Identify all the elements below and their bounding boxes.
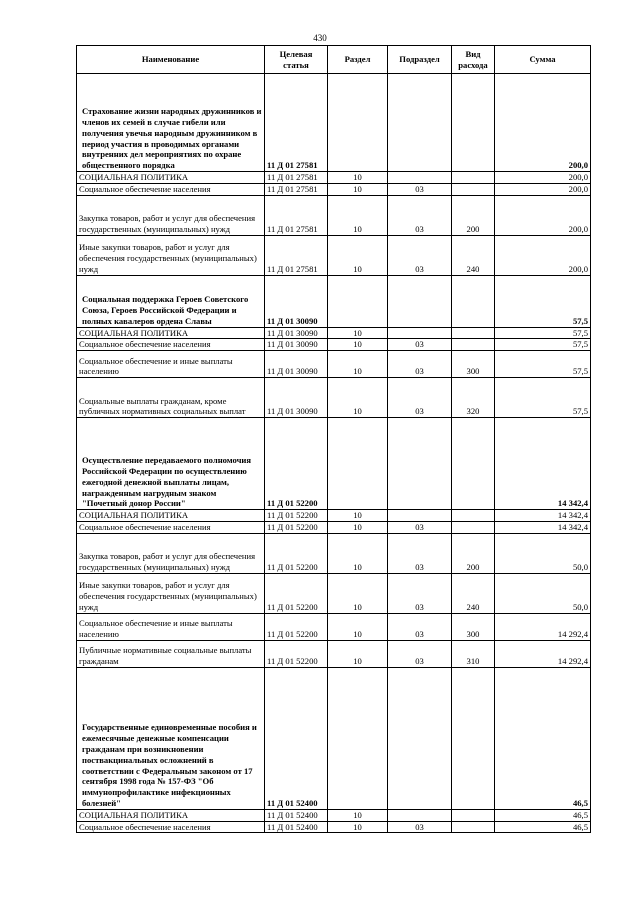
cell-target: 11 Д 01 27581 — [265, 183, 328, 195]
cell-target: 11 Д 01 27581 — [265, 195, 328, 235]
table-row — [77, 327, 591, 339]
cell-target: 11 Д 01 52400 — [265, 821, 328, 833]
cell-subsection — [388, 418, 452, 510]
table-row — [77, 351, 591, 378]
table-header-row — [77, 46, 591, 74]
cell-subsection — [388, 275, 452, 327]
cell-subsection: 03 — [388, 533, 452, 573]
cell-subsection: 03 — [388, 183, 452, 195]
cell-target: 11 Д 01 30090 — [265, 339, 328, 351]
table-row — [77, 172, 591, 184]
cell-section: 10 — [328, 183, 388, 195]
table-row — [77, 640, 591, 667]
cell-subsection: 03 — [388, 339, 452, 351]
cell-target: 11 Д 01 30090 — [265, 327, 328, 339]
cell-subsection — [388, 809, 452, 821]
cell-expense-type: 320 — [452, 378, 495, 418]
cell-expense-type — [452, 183, 495, 195]
cell-subsection: 03 — [388, 613, 452, 640]
cell-name: Осуществление передаваемого полномочия Российской Федерации по осуществлению ежегодной денежной выплаты лицам, награжденным нагрудным знаком "Почетный донор России" — [77, 418, 265, 510]
cell-subsection: 03 — [388, 521, 452, 533]
cell-subsection: 03 — [388, 821, 452, 833]
cell-sum: 14 292,4 — [495, 613, 591, 640]
table-row — [77, 809, 591, 821]
table-row — [77, 510, 591, 522]
cell-section: 10 — [328, 378, 388, 418]
cell-name: СОЦИАЛЬНАЯ ПОЛИТИКА — [77, 327, 265, 339]
cell-sum: 57,5 — [495, 275, 591, 327]
cell-name: Социальное обеспечение населения — [77, 339, 265, 351]
cell-name: Социальная поддержка Героев Советского Союза, Героев Российской Федерации и полных кавалеров ордена Славы — [77, 275, 265, 327]
header-sum: Сумма — [495, 46, 591, 74]
cell-expense-type — [452, 667, 495, 809]
cell-section: 10 — [328, 533, 388, 573]
table-row — [77, 339, 591, 351]
cell-sum: 14 292,4 — [495, 640, 591, 667]
cell-section — [328, 275, 388, 327]
cell-target: 11 Д 01 27581 — [265, 235, 328, 275]
cell-expense-type — [452, 418, 495, 510]
cell-target: 11 Д 01 52200 — [265, 640, 328, 667]
cell-section: 10 — [328, 235, 388, 275]
cell-sum: 14 342,4 — [495, 418, 591, 510]
cell-sum: 200,0 — [495, 172, 591, 184]
cell-expense-type: 300 — [452, 351, 495, 378]
table-row — [77, 418, 591, 510]
cell-section: 10 — [328, 510, 388, 522]
table-row — [77, 613, 591, 640]
cell-subsection — [388, 667, 452, 809]
cell-expense-type — [452, 172, 495, 184]
cell-name: Иные закупки товаров, работ и услуг для обеспечения государственных (муниципальных) нужд — [77, 573, 265, 613]
table-row — [77, 74, 591, 172]
cell-section: 10 — [328, 613, 388, 640]
cell-name: Закупка товаров, работ и услуг для обеспечения государственных (муниципальных) нужд — [77, 195, 265, 235]
cell-sum: 57,5 — [495, 351, 591, 378]
cell-section — [328, 667, 388, 809]
cell-section: 10 — [328, 327, 388, 339]
cell-section: 10 — [328, 573, 388, 613]
cell-name: Социальное обеспечение и иные выплаты населению — [77, 351, 265, 378]
header-subsection: Подраздел — [388, 46, 452, 74]
cell-section: 10 — [328, 339, 388, 351]
table-row — [77, 667, 591, 809]
cell-target: 11 Д 01 52200 — [265, 533, 328, 573]
cell-sum: 200,0 — [495, 195, 591, 235]
cell-target: 11 Д 01 52200 — [265, 418, 328, 510]
cell-target: 11 Д 01 27581 — [265, 172, 328, 184]
cell-expense-type: 300 — [452, 613, 495, 640]
cell-sum: 46,5 — [495, 821, 591, 833]
cell-section: 10 — [328, 821, 388, 833]
cell-subsection: 03 — [388, 640, 452, 667]
cell-section: 10 — [328, 172, 388, 184]
cell-section: 10 — [328, 195, 388, 235]
table-row — [77, 235, 591, 275]
cell-name: Государственные единовременные пособия и ежемесячные денежные компенсации гражданам при возникновении поствакцинальных осложнений в соответствии с Федеральным законом от 17 сентября 1998 года № 157-ФЗ "Об иммунопрофилактике инфекционных болезней" — [77, 667, 265, 809]
cell-target: 11 Д 01 52400 — [265, 667, 328, 809]
header-section: Раздел — [328, 46, 388, 74]
cell-expense-type: 240 — [452, 235, 495, 275]
cell-target: 11 Д 01 52200 — [265, 573, 328, 613]
cell-name: Закупка товаров, работ и услуг для обеспечения государственных (муниципальных) нужд — [77, 533, 265, 573]
table-row — [77, 521, 591, 533]
cell-sum: 200,0 — [495, 183, 591, 195]
page-number: 430 — [313, 33, 327, 43]
table-row — [77, 533, 591, 573]
cell-target: 11 Д 01 30090 — [265, 275, 328, 327]
cell-name: СОЦИАЛЬНАЯ ПОЛИТИКА — [77, 172, 265, 184]
cell-subsection: 03 — [388, 351, 452, 378]
cell-expense-type: 200 — [452, 195, 495, 235]
cell-expense-type — [452, 74, 495, 172]
cell-expense-type — [452, 510, 495, 522]
cell-name: Страхование жизни народных дружинников и членов их семей в случае гибели или получения увечья народным дружинником в период участия в проводимых органами внутренних дел мероприятиях по охране общественного порядка — [77, 74, 265, 172]
cell-section: 10 — [328, 351, 388, 378]
cell-sum: 57,5 — [495, 339, 591, 351]
cell-target: 11 Д 01 52200 — [265, 521, 328, 533]
cell-sum: 200,0 — [495, 235, 591, 275]
cell-name: Иные закупки товаров, работ и услуг для обеспечения государственных (муниципальных) нужд — [77, 235, 265, 275]
cell-sum: 14 342,4 — [495, 510, 591, 522]
cell-target: 11 Д 01 52200 — [265, 510, 328, 522]
table-row — [77, 821, 591, 833]
cell-name: Социальное обеспечение населения — [77, 521, 265, 533]
cell-section: 10 — [328, 521, 388, 533]
cell-expense-type — [452, 327, 495, 339]
cell-subsection: 03 — [388, 378, 452, 418]
cell-sum: 50,0 — [495, 573, 591, 613]
cell-expense-type — [452, 275, 495, 327]
cell-name: Социальные выплаты гражданам, кроме публичных нормативных социальных выплат — [77, 378, 265, 418]
cell-subsection — [388, 510, 452, 522]
cell-subsection: 03 — [388, 573, 452, 613]
header-name: Наименование — [77, 46, 265, 74]
cell-name: Публичные нормативные социальные выплаты гражданам — [77, 640, 265, 667]
cell-section — [328, 418, 388, 510]
cell-section: 10 — [328, 809, 388, 821]
table-body — [77, 74, 591, 833]
table-row — [77, 183, 591, 195]
cell-target: 11 Д 01 30090 — [265, 351, 328, 378]
cell-sum: 14 342,4 — [495, 521, 591, 533]
table-row — [77, 275, 591, 327]
cell-sum: 46,5 — [495, 809, 591, 821]
cell-expense-type: 310 — [452, 640, 495, 667]
cell-sum: 46,5 — [495, 667, 591, 809]
cell-name: Социальное обеспечение и иные выплаты населению — [77, 613, 265, 640]
cell-name: СОЦИАЛЬНАЯ ПОЛИТИКА — [77, 809, 265, 821]
header-target: Целевая статья — [265, 46, 328, 74]
cell-expense-type — [452, 821, 495, 833]
cell-name: Социальное обеспечение населения — [77, 821, 265, 833]
cell-sum: 57,5 — [495, 378, 591, 418]
cell-expense-type: 200 — [452, 533, 495, 573]
cell-subsection — [388, 172, 452, 184]
budget-table — [76, 45, 591, 833]
cell-subsection: 03 — [388, 235, 452, 275]
cell-section: 10 — [328, 640, 388, 667]
cell-expense-type: 240 — [452, 573, 495, 613]
cell-sum: 50,0 — [495, 533, 591, 573]
header-expense-type: Вид расхода — [452, 46, 495, 74]
cell-name: СОЦИАЛЬНАЯ ПОЛИТИКА — [77, 510, 265, 522]
cell-sum: 200,0 — [495, 74, 591, 172]
cell-subsection — [388, 74, 452, 172]
table-row — [77, 573, 591, 613]
cell-subsection: 03 — [388, 195, 452, 235]
cell-expense-type — [452, 521, 495, 533]
cell-section — [328, 74, 388, 172]
table-row — [77, 378, 591, 418]
cell-target: 11 Д 01 52400 — [265, 809, 328, 821]
cell-sum: 57,5 — [495, 327, 591, 339]
cell-target: 11 Д 01 27581 — [265, 74, 328, 172]
cell-expense-type — [452, 809, 495, 821]
cell-target: 11 Д 01 30090 — [265, 378, 328, 418]
table-row — [77, 195, 591, 235]
cell-target: 11 Д 01 52200 — [265, 613, 328, 640]
cell-expense-type — [452, 339, 495, 351]
cell-name: Социальное обеспечение населения — [77, 183, 265, 195]
cell-subsection — [388, 327, 452, 339]
